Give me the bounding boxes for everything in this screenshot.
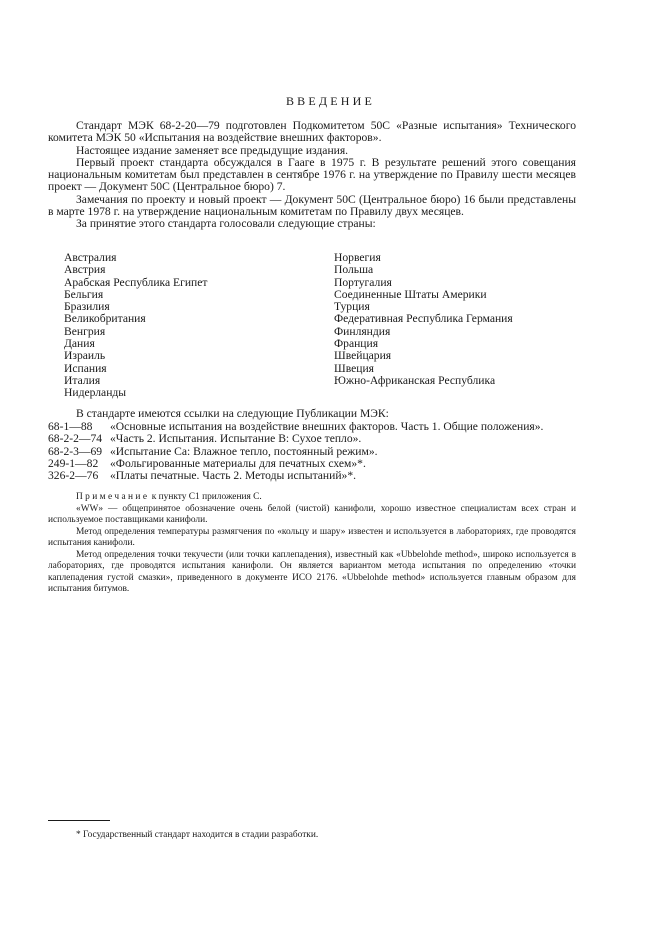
footnote: * Государственный стандарт находится в стадии разработки. xyxy=(76,830,319,840)
country-column-right xyxy=(334,252,513,387)
paragraph-edition: Настоящее издание заменяет все предыдущие издания. xyxy=(76,143,349,157)
country-item: Турция xyxy=(334,300,370,314)
country-item: Португалия xyxy=(334,275,392,289)
country-item: Италия xyxy=(64,373,101,387)
country-item: Южно-Африканская Республика xyxy=(334,373,496,387)
country-item: Швеция xyxy=(334,361,374,375)
note-block xyxy=(48,492,576,596)
country-item: Финляндия xyxy=(334,324,391,338)
reference-title: «Часть 2. Испытания. Испытание B: Сухое тепло». xyxy=(110,432,362,446)
note-heading xyxy=(48,492,576,504)
paragraph-first-draft: Первый проект стандарта обсуждался в Гааге в 1975 г. В результате решений этого совещания национальным комитетам был представлен в сентябре 1976 г. на утверждение по Правилу шести месяцев проект — Документ 50С (Центральное бюро) 7. xyxy=(48,155,576,194)
country-column-left xyxy=(64,252,207,400)
page-title: ВВЕДЕНИЕ xyxy=(285,94,376,108)
country-item: Израиль xyxy=(64,349,106,363)
paragraph-comments: Замечания по проекту и новый проект — Документ 50С (Центральное бюро) 16 были представлены в марте 1978 г. на утверждение национальным комитетам по Правилу двух месяцев. xyxy=(48,192,576,219)
reference-number: 326-2—76 xyxy=(48,469,99,483)
country-item: Швейцария xyxy=(334,349,392,363)
country-item: Венгрия xyxy=(64,324,106,338)
country-item: Бельгия xyxy=(64,287,104,301)
reference-item xyxy=(48,470,588,482)
country-item: Арабская Республика Египет xyxy=(64,275,208,289)
country-item: Франция xyxy=(334,337,379,351)
note-label: Примечание xyxy=(76,492,150,502)
introduction-text xyxy=(48,120,576,231)
paragraph-voting: За принятие этого стандарта голосовали следующие страны: xyxy=(76,217,376,231)
country-item: Испания xyxy=(64,361,107,375)
country-item: Федеративная Республика Германия xyxy=(334,312,513,326)
note-label-rest: к пункту С1 приложения С. xyxy=(149,492,262,502)
country-item: Австралия xyxy=(64,251,117,264)
country-item: Великобритания xyxy=(64,312,146,326)
country-item: Нидерланды xyxy=(64,386,127,400)
country-item: Австрия xyxy=(64,263,106,277)
footnote-rule xyxy=(48,820,110,821)
paragraph-standard-origin: Стандарт МЭК 68-2-20—79 подготовлен Подкомитетом 50С «Разные испытания» Технического комитета МЭК 50 «Испытания на воздействие внешних факторов». xyxy=(48,119,576,145)
country-item: Дания xyxy=(64,337,95,351)
reference-title: «Платы печатные. Часть 2. Методы испытаний»*. xyxy=(110,469,357,483)
reference-number: 68-1—88 xyxy=(48,420,93,433)
reference-number: 249-1—82 xyxy=(48,456,99,470)
reference-number: 68-2-3—69 xyxy=(48,444,103,458)
references-intro: В стандарте имеются ссылки на следующие Публикации МЭК: xyxy=(76,407,389,420)
reference-number: 68-2-2—74 xyxy=(48,432,103,446)
note-paragraph: Метод определения точки текучести (или точки каплепадения), известный как «Ubbelohde method», широко используется в лабораториях, где проводятся испытания канифоли. Он является вариантом метода испытания по определению «точки каплепадения густой смазки», приведенного в документе ИСО 2176. «Ubbelohde method» используется главным образом для испытания битумов. xyxy=(48,549,576,594)
country-item: Норвегия xyxy=(334,251,381,264)
country-item: Польша xyxy=(334,263,374,277)
note-paragraph: «WW» — общепринятое обозначение очень белой (чистой) канифоли, хорошо известное специалистам всех стран и используемое поставщиками канифоли. xyxy=(48,503,576,525)
reference-item xyxy=(48,433,588,445)
note-paragraph: Метод определения температуры размягчения по «кольцу и шару» известен и используется в лабораториях, где проводятся испытания канифоли. xyxy=(48,526,576,548)
reference-title: «Испытание Са: Влажное тепло, постоянный режим». xyxy=(110,444,378,458)
references-list xyxy=(48,421,588,482)
reference-title: «Фольгированные материалы для печатных схем»*. xyxy=(110,456,366,470)
reference-title: «Основные испытания на воздействие внешних факторов. Часть 1. Общие положения». xyxy=(110,420,544,433)
country-item: Бразилия xyxy=(64,300,110,314)
country-item: Соединенные Штаты Америки xyxy=(334,287,487,301)
